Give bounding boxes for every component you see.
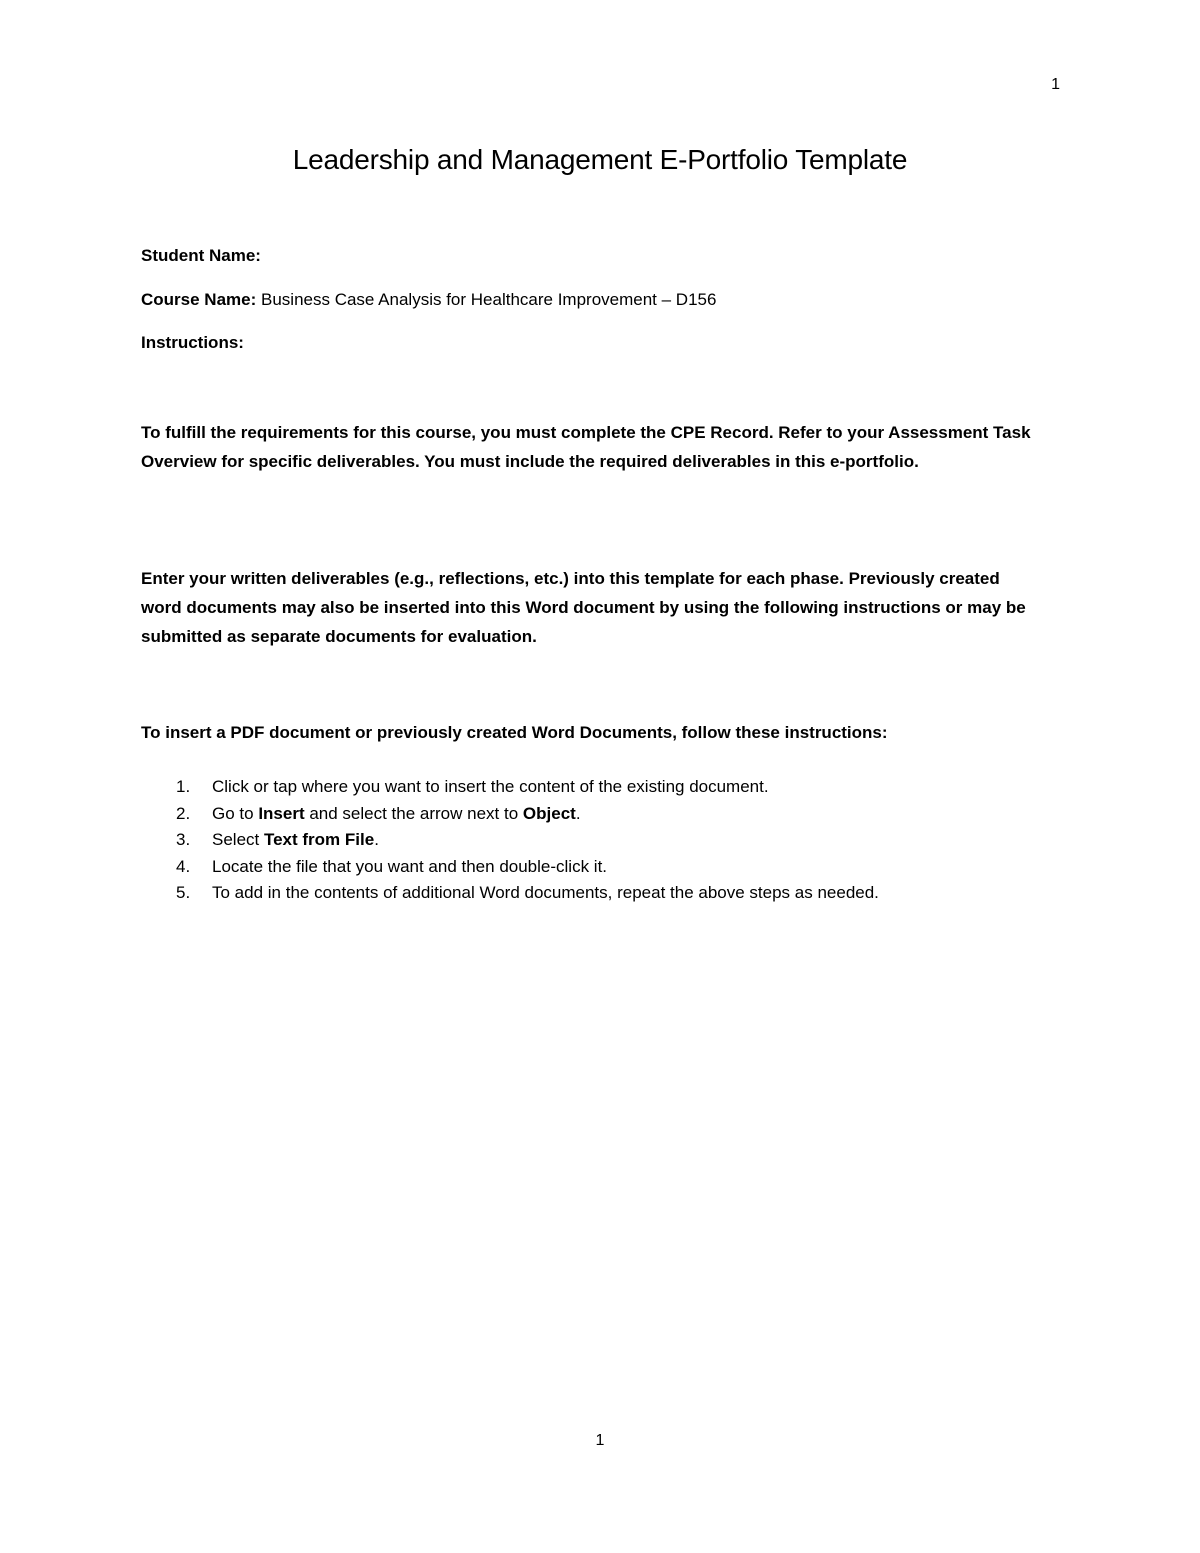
student-name-label: Student Name: — [141, 246, 261, 265]
instructions-label: Instructions: — [141, 333, 244, 352]
list-item — [141, 880, 1041, 907]
instructions-line — [141, 332, 244, 354]
list-item — [141, 827, 1041, 854]
step-text: To add in the contents of additional Word documents, repeat the above steps as needed. — [212, 883, 879, 902]
footer-page-number: 1 — [595, 1432, 605, 1449]
step-number: 1. — [176, 777, 191, 796]
step-text-post: . — [575, 803, 581, 823]
requirements-paragraph: To fulfill the requirements for this course, you must complete the CPE Record. Refer to your Assessment Task Overview for specific deliverables. You must include the required deliverables in this e-portfolio. — [141, 423, 1031, 471]
instruction-steps-list — [141, 774, 1041, 907]
step-text-post: . — [374, 830, 379, 849]
course-name-label: Course Name: — [141, 290, 257, 309]
list-item — [141, 854, 1041, 881]
step-bold-object: Object — [522, 803, 576, 823]
student-name-line — [141, 245, 261, 267]
course-name-line — [141, 289, 716, 311]
insert-instructions-heading: To insert a PDF document or previously created Word Documents, follow these instructions: — [141, 723, 888, 742]
header-page-number: 1 — [1051, 76, 1060, 93]
step-text: Click or tap where you want to insert the content of the existing document. — [212, 777, 769, 796]
step-number: 5. — [176, 883, 191, 902]
deliverables-paragraph: Enter your written deliverables (e.g., reflections, etc.) into this template for each phase. Previously created word documents may also be inserted into this Word document by using the following instructions or may be submitted as separate documents for evaluation. — [141, 569, 1026, 646]
document-title: Leadership and Management E-Portfolio Template — [292, 144, 908, 175]
step-bold-insert: Insert — [258, 803, 305, 823]
step-number: 2. — [176, 803, 191, 823]
step-number: 3. — [176, 830, 191, 849]
course-name-value: Business Case Analysis for Healthcare Improvement – D156 — [261, 290, 717, 309]
list-item — [141, 801, 1041, 828]
step-text-mid: and select the arrow next to — [304, 803, 523, 823]
step-text-pre: Go to — [212, 803, 259, 823]
step-text-pre: Select — [212, 830, 264, 849]
step-number: 4. — [176, 856, 191, 876]
step-text: Locate the file that you want and then double-click it. — [212, 856, 608, 876]
step-bold-text-from-file: Text from File — [263, 830, 375, 849]
list-item — [141, 774, 1041, 801]
